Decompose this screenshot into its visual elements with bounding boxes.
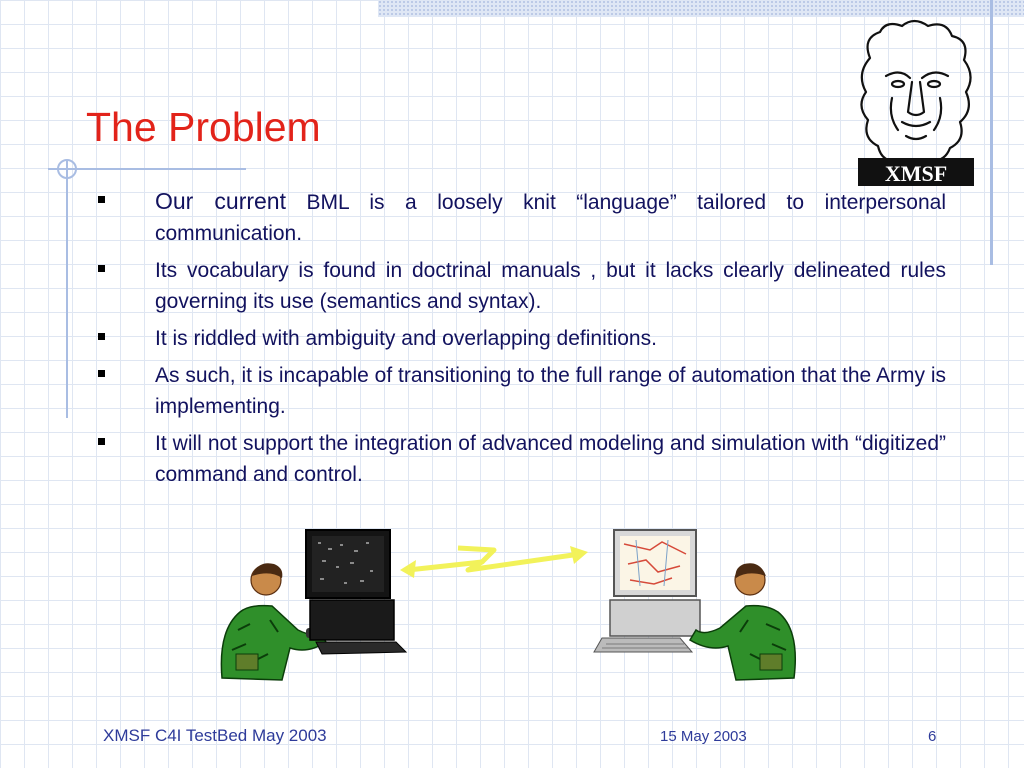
top-decorative-band: [378, 0, 1024, 17]
footer-left-text: XMSF C4I TestBed May 2003: [103, 726, 327, 745]
bullet-item: [94, 428, 946, 490]
title-ornament: [57, 159, 77, 179]
left-accent-line: [66, 160, 68, 418]
bullet-item: [94, 255, 946, 317]
page-number: 6: [928, 728, 937, 745]
soldiers-computers-illustration: [210, 520, 810, 700]
bullet-item: [94, 323, 946, 354]
slide-title: The Problem: [86, 104, 321, 150]
lion-logo-icon: [852, 18, 980, 188]
logo-text: XMSF: [884, 161, 948, 186]
bullet-item: [94, 186, 946, 249]
right-accent-line: [990, 0, 993, 265]
soldier-icon: [690, 563, 795, 680]
map-screen-icon: [594, 530, 700, 652]
bullet-text: Its vocabulary is found in doctrinal manuals , but it lacks clearly delineated rules governing its use (semantics and syntax).: [155, 259, 946, 313]
bullet-text: As such, it is incapable of transitioning to the full range of automation that the Army is implementing.: [155, 364, 946, 418]
bullet-text: It is riddled with ambiguity and overlapping definitions.: [155, 327, 657, 350]
square-bullet-icon: [98, 333, 105, 340]
bullet-list: [94, 186, 946, 496]
square-bullet-icon: [98, 196, 105, 203]
title-rule: [48, 168, 246, 170]
bullet-lead: Our current: [155, 188, 286, 214]
footer-date: 15 May 2003: [660, 728, 747, 745]
bullet-text: It will not support the integration of advanced modeling and simulation with “digitized” command and control.: [155, 432, 946, 486]
square-bullet-icon: [98, 370, 105, 377]
computer-monitor-icon: [306, 530, 406, 654]
bullet-item: [94, 360, 946, 422]
square-bullet-icon: [98, 438, 105, 445]
square-bullet-icon: [98, 265, 105, 272]
lightning-arrow-icon: [400, 546, 588, 578]
bullet-rest: BML is a loosely knit “language” tailored to interpersonal communication.: [155, 191, 946, 245]
bullet-text: [155, 186, 946, 249]
